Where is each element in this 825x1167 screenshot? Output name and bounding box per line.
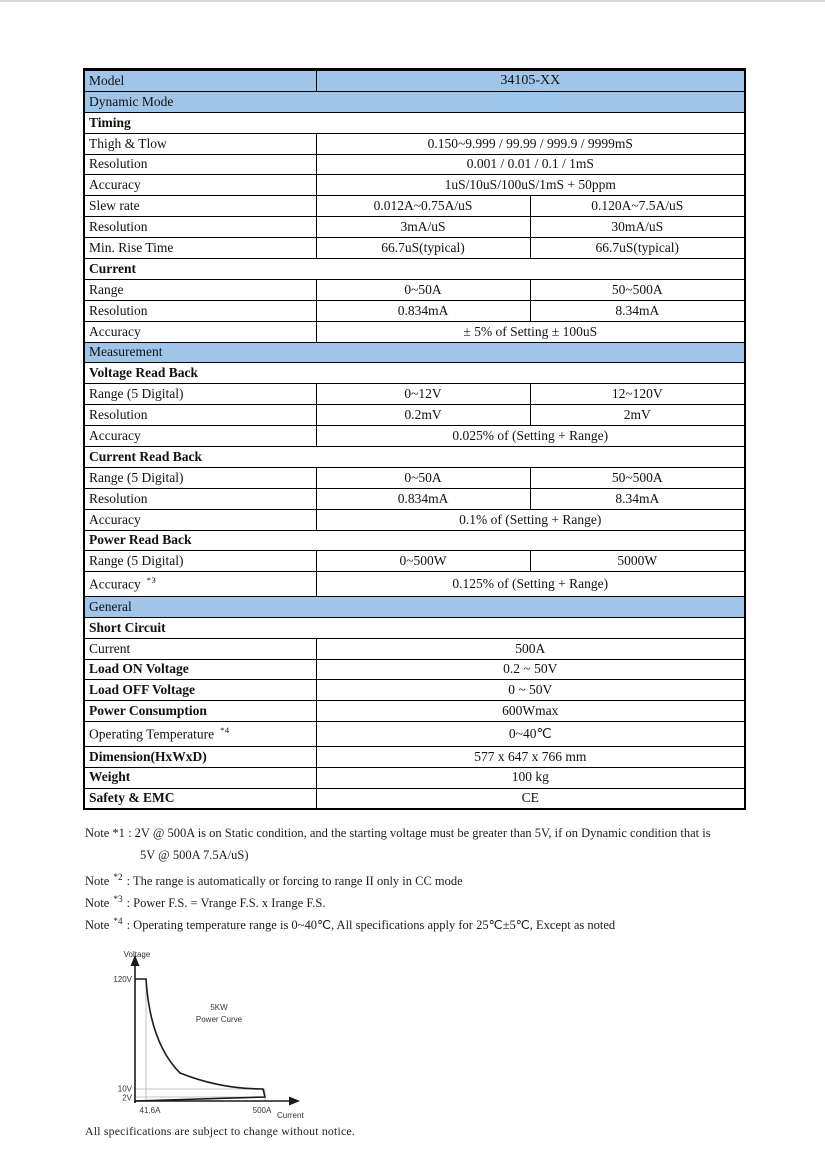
row-value: 0.834mA <box>316 300 530 321</box>
curve-annotation-line2: Power Curve <box>195 1015 243 1024</box>
row-label: Thigh & Tlow <box>84 133 316 154</box>
table-row <box>84 509 745 530</box>
row-value: 5000W <box>530 551 745 572</box>
note-2-text: The range is automatically or forcing to range II only in CC mode <box>132 874 463 889</box>
row-value: 0 ~ 50V <box>316 680 745 701</box>
row-label: Range (5 Digital) <box>84 384 316 405</box>
note-4 <box>85 910 775 932</box>
row-label: Resolution <box>84 300 316 321</box>
row-value: 0.125% of (Setting + Range) <box>316 572 745 597</box>
model-value: 34105-XX <box>316 70 745 92</box>
y-axis-label: Voltage <box>123 950 151 959</box>
notes-section <box>85 822 775 932</box>
subheader: Power Read Back <box>84 530 745 551</box>
note-1-line-2: 5V @ 500A 7.5A/uS) <box>140 848 249 862</box>
row-value: 0.120A~7.5A/uS <box>530 196 745 217</box>
table-row <box>84 384 745 405</box>
row-value: 0~12V <box>316 384 530 405</box>
note-1-prefix: Note *1 <box>85 826 125 840</box>
row-value: 66.7uS(typical) <box>316 238 530 259</box>
row-value: 0.150~9.999 / 99.99 / 999.9 / 9999mS <box>316 133 745 154</box>
row-value: 50~500A <box>530 467 745 488</box>
row-value: 8.34mA <box>530 300 745 321</box>
y-tick-120v: 120V <box>113 975 132 984</box>
subheader: Current <box>84 259 745 280</box>
table-row <box>84 112 745 133</box>
row-label: Power Consumption <box>84 701 316 722</box>
note-2-prefix: Note <box>85 874 113 889</box>
note-3 <box>85 888 775 910</box>
footnote-marker: *3 <box>146 575 157 586</box>
chart-guide-lines <box>135 979 265 1101</box>
row-label: Accuracy <box>84 175 316 196</box>
row-value: CE <box>316 788 745 809</box>
spec-table <box>83 68 746 810</box>
footnote-marker: *4 <box>220 725 230 736</box>
row-value: 0.2mV <box>316 405 530 426</box>
table-row <box>84 467 745 488</box>
row-label: Operating Temperature $^{*4}$ <box>84 722 316 747</box>
curve-annotation-line1: 5KW <box>210 1003 228 1012</box>
table-row <box>84 659 745 680</box>
power-curve-outline <box>135 979 265 1101</box>
subheader: Short Circuit <box>84 617 745 638</box>
table-row <box>84 746 745 767</box>
table-row <box>84 701 745 722</box>
row-value: 0~500W <box>316 551 530 572</box>
row-label: Accuracy $^{*3}$ <box>84 572 316 597</box>
row-value: 0.834mA <box>316 488 530 509</box>
subheader: Voltage Read Back <box>84 363 745 384</box>
table-row <box>84 572 745 597</box>
row-label: Resolution <box>84 488 316 509</box>
row-label: Load OFF Voltage <box>84 680 316 701</box>
table-row <box>84 238 745 259</box>
note-3-colon: : <box>123 896 134 911</box>
table-row <box>84 426 745 447</box>
row-label: Min. Rise Time <box>84 238 316 259</box>
row-value: 600Wmax <box>316 701 745 722</box>
note-4-text: Operating temperature range is 0~40℃, All specifications apply for 25℃±5℃, Except as noted <box>133 918 616 933</box>
table-row <box>84 259 745 280</box>
row-value: 2mV <box>530 405 745 426</box>
note-3-text: Power F.S. = Vrange F.S. x Irange F.S. <box>133 896 326 911</box>
note-1-text: 2V @ 500A is on Static condition, and the starting voltage must be greater than 5V, if on Dynamic condition that is <box>134 826 711 840</box>
row-label: Accuracy <box>84 426 316 447</box>
footer-disclaimer: All specifications are subject to change without notice. <box>85 1124 355 1138</box>
table-row <box>84 722 745 747</box>
row-value: 50~500A <box>530 279 745 300</box>
table-row <box>84 405 745 426</box>
row-label: Dimension(HxWxD) <box>84 746 316 767</box>
row-label: Model <box>84 70 316 92</box>
row-value: 0~50A <box>316 279 530 300</box>
note-4-prefix: Note <box>85 918 113 933</box>
table-row <box>84 321 745 342</box>
page-top-edge <box>0 0 825 2</box>
row-label: Weight <box>84 767 316 788</box>
note-1-colon: : <box>124 826 135 840</box>
row-value: ± 5% of Setting ± 100uS <box>316 321 745 342</box>
subheader: Timing <box>84 112 745 133</box>
row-value: 0.012A~0.75A/uS <box>316 196 530 217</box>
table-row <box>84 70 745 92</box>
table-row <box>84 300 745 321</box>
table-row <box>84 788 745 809</box>
row-label: Current <box>84 638 316 659</box>
row-label: Accuracy <box>84 321 316 342</box>
table-row <box>84 447 745 468</box>
row-value: 30mA/uS <box>530 217 745 238</box>
section-header: Measurement <box>84 342 745 363</box>
row-value: 8.34mA <box>530 488 745 509</box>
row-value: 0.001 / 0.01 / 0.1 / 1mS <box>316 154 745 175</box>
table-row <box>84 154 745 175</box>
note-3-prefix: Note <box>85 896 113 911</box>
note-4-marker: *4 <box>113 916 123 926</box>
row-value: 500A <box>316 638 745 659</box>
row-value: 66.7uS(typical) <box>530 238 745 259</box>
table-row <box>84 363 745 384</box>
table-row <box>84 767 745 788</box>
note-2 <box>85 866 775 888</box>
y-tick-10v: 10V <box>117 1084 132 1094</box>
table-row <box>84 617 745 638</box>
table-row <box>84 133 745 154</box>
row-value: 12~120V <box>530 384 745 405</box>
note-2-marker: *2 <box>113 872 123 882</box>
row-value: 577 x 647 x 766 mm <box>316 746 745 767</box>
table-row <box>84 596 745 617</box>
row-label: Load ON Voltage <box>84 659 316 680</box>
row-label: Resolution <box>84 217 316 238</box>
x-axis-label: Current <box>277 1111 304 1120</box>
row-label: Range (5 Digital) <box>84 551 316 572</box>
note-4-colon: : <box>123 918 134 933</box>
table-row <box>84 488 745 509</box>
row-label: Resolution <box>84 405 316 426</box>
x-axis-arrow <box>289 1097 300 1106</box>
x-tick-500a: 500A <box>252 1106 272 1115</box>
row-value: 0.1% of (Setting + Range) <box>316 509 745 530</box>
row-value: 100 kg <box>316 767 745 788</box>
note-3-marker: *3 <box>113 894 123 904</box>
row-label: Slew rate <box>84 196 316 217</box>
row-value: 0~40℃ <box>316 722 745 747</box>
note-2-colon: : <box>123 874 133 889</box>
chart-axes <box>134 964 291 1103</box>
row-label: Resolution <box>84 154 316 175</box>
table-row <box>84 342 745 363</box>
row-label: Safety & EMC <box>84 788 316 809</box>
x-tick-41-6a: 41.6A <box>139 1106 161 1115</box>
table-row <box>84 91 745 112</box>
row-value: 0.025% of (Setting + Range) <box>316 426 745 447</box>
power-curve-chart <box>95 948 335 1128</box>
row-value: 0~50A <box>316 467 530 488</box>
table-row <box>84 279 745 300</box>
table-row <box>84 530 745 551</box>
row-value: 3mA/uS <box>316 217 530 238</box>
section-header: General <box>84 596 745 617</box>
row-label: Accuracy <box>84 509 316 530</box>
section-header: Dynamic Mode <box>84 91 745 112</box>
table-row <box>84 551 745 572</box>
note-1-line-1 <box>85 822 775 844</box>
table-row <box>84 680 745 701</box>
subheader: Current Read Back <box>84 447 745 468</box>
row-value: 1uS/10uS/100uS/1mS + 50ppm <box>316 175 745 196</box>
table-row <box>84 175 745 196</box>
table-row <box>84 217 745 238</box>
table-row <box>84 638 745 659</box>
row-label: Range (5 Digital) <box>84 467 316 488</box>
y-tick-2v: 2V <box>122 1093 132 1103</box>
spec-table-body <box>84 70 745 810</box>
row-value: 0.2 ~ 50V <box>316 659 745 680</box>
row-label: Range <box>84 279 316 300</box>
table-row <box>84 196 745 217</box>
